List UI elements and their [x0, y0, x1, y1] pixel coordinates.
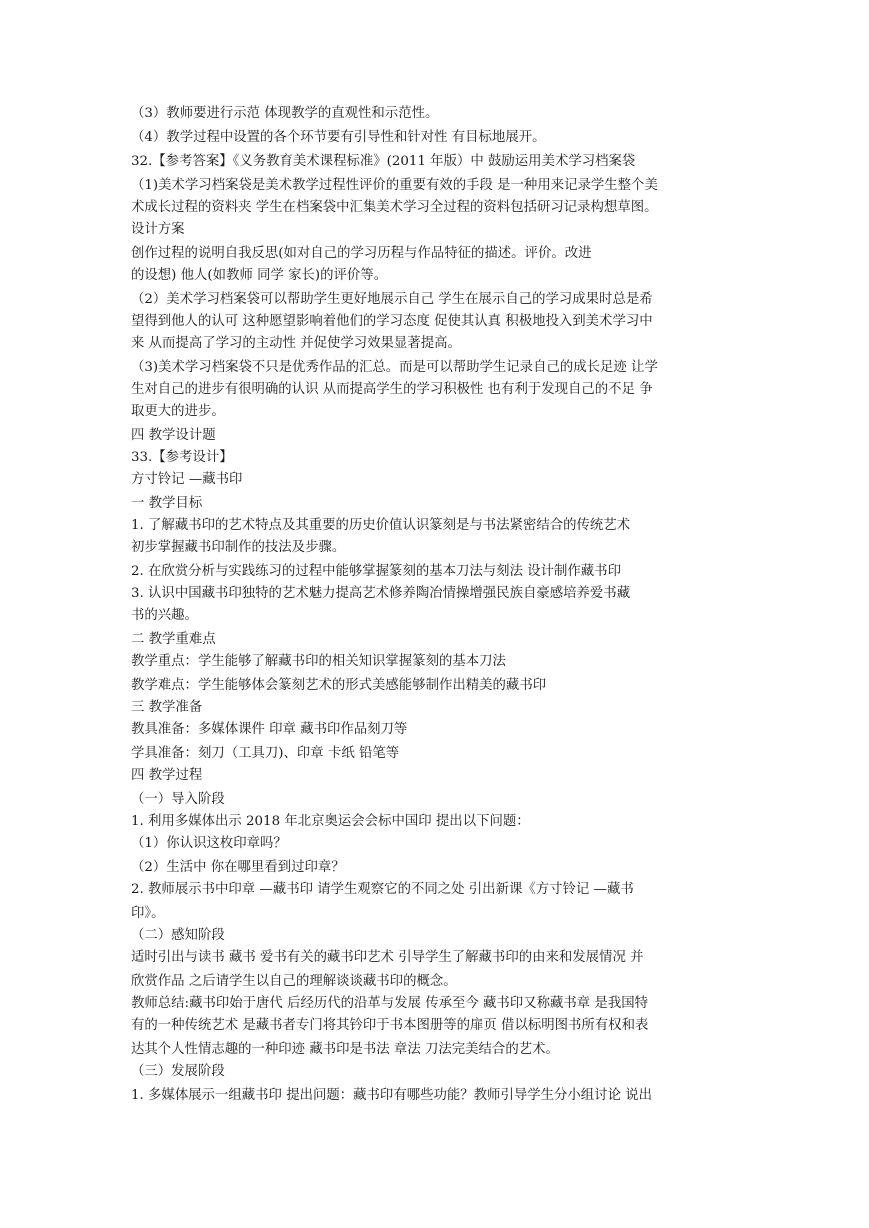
text-line: 1. 了解藏书印的艺术特点及其重要的历史价值认识篆刻是与书法紧密结合的传统艺术 — [131, 518, 631, 533]
text-line: （三）发展阶段 — [131, 1064, 225, 1079]
text-line: （一）导入阶段 — [131, 792, 225, 807]
text-line: 术成长过程的资料夹 学生在档案袋中汇集美术学习全过程的资料包括研习记录构想草图。 — [131, 200, 658, 215]
text-line: 33.【参考设计】 — [131, 450, 233, 465]
text-line: 达其个人性情志趣的一种印迹 藏书印是书法 章法 刀法完美结合的艺术。 — [131, 1042, 559, 1057]
text-line: 32.【参考答案】《义务教育美术课程标准》(2011 年版）中 鼓励运用美术学习档案袋 — [131, 154, 636, 169]
text-line: 2. 在欣赏分析与实践练习的过程中能够掌握篆刻的基本刀法与刻法 设计制作藏书印 — [131, 564, 621, 579]
text-line: （2）美术学习档案袋可以帮助学生更好地展示自己 学生在展示自己的学习成果时总是希 — [131, 292, 653, 307]
text-line: （2）生活中 你在哪里看到过印章？ — [131, 860, 345, 875]
text-line: （3）教师要进行示范 体现教学的直观性和示范性。 — [131, 106, 439, 121]
text-line: 的设想) 他人(如教师 同学 家长)的评价等。 — [131, 268, 388, 283]
section-heading: 四 教学过程 — [131, 768, 203, 783]
text-line: 有的一种传统艺术 是藏书者专门将其钤印于书本图册等的扉页 借以标明图书所有权和表 — [131, 1018, 649, 1033]
text-line: （3)美术学习档案袋不只是优秀作品的汇总。而是可以帮助学生记录自己的成长足迹 让学 — [131, 360, 658, 375]
text-line: 1. 多媒体展示一组藏书印 提出问题：藏书印有哪些功能？教师引导学生分小组讨论 说出 — [131, 1088, 652, 1103]
text-line: （二）感知阶段 — [131, 928, 225, 943]
text-line: 创作过程的说明自我反思(如对自己的学习历程与作品特征的描述。评价。改进 — [131, 246, 592, 261]
section-heading: 四 教学设计题 — [131, 428, 216, 443]
section-heading: 一 教学目标 — [131, 496, 203, 511]
text-line: 生对自己的进步有很明确的认识 从而提高学生的学习积极性 也有利于发现自己的不足 争 — [131, 382, 653, 397]
text-line: （4）教学过程中设置的各个环节要有引导性和针对性 有目标地展开。 — [131, 130, 546, 145]
text-line: 来 从而提高了学习的主动性 并促使学习效果显著提高。 — [131, 336, 461, 351]
text-line: 欣赏作品 之后请学生以自己的理解谈谈藏书印的概念。 — [131, 974, 457, 989]
text-line: 初步掌握藏书印制作的技法及步骤。 — [131, 540, 346, 555]
text-line: 1. 利用多媒体出示 2018 年北京奥运会会标中国印 提出以下问题： — [131, 814, 530, 829]
text-line: （1）你认识这枚印章吗？ — [131, 836, 287, 851]
text-line: 取更大的进步。 — [131, 404, 225, 419]
lesson-title: 方寸铃记 —藏书印 — [131, 472, 243, 487]
section-heading: 二 教学重难点 — [131, 632, 216, 647]
section-heading: 三 教学准备 — [131, 700, 203, 715]
text-line: 3. 认识中国藏书印独特的艺术魅力提高艺术修养陶冶情操增强民族自豪感培养爱书藏 — [131, 586, 631, 601]
text-line: （1)美术学习档案袋是美术教学过程性评价的重要有效的手段 是一种用来记录学生整个美 — [131, 178, 658, 193]
text-line: 2. 教师展示书中印章 —藏书印 请学生观察它的不同之处 引出新课《方寸铃记 —藏书 — [131, 882, 634, 897]
text-line: 教学重点：学生能够了解藏书印的相关知识掌握篆刻的基本刀法 — [131, 654, 506, 669]
text-line: 书的兴趣。 — [131, 608, 198, 623]
text-line: 望得到他人的认可 这种愿望影响着他们的学习态度 促使其认真 积极地投入到美术学习中 — [131, 314, 653, 329]
text-line: 设计方案 — [131, 222, 185, 237]
text-line: 教学难点：学生能够体会篆刻艺术的形式美感能够制作出精美的藏书印 — [131, 678, 547, 693]
text-line: 印》。 — [131, 906, 165, 921]
text-line: 教具准备：多媒体课件 印章 藏书印作品刻刀等 — [131, 722, 408, 737]
text-line: 教师总结:藏书印始于唐代 后经历代的沿革与发展 传承至今 藏书印又称藏书章 是我国特 — [131, 996, 648, 1011]
text-line: 学具准备：刻刀（工具刀)、印章 卡纸 铅笔等 — [131, 746, 400, 761]
text-line: 适时引出与读书 藏书 爱书有关的藏书印艺术 引导学生了解藏书印的由来和发展情况 并 — [131, 950, 644, 965]
